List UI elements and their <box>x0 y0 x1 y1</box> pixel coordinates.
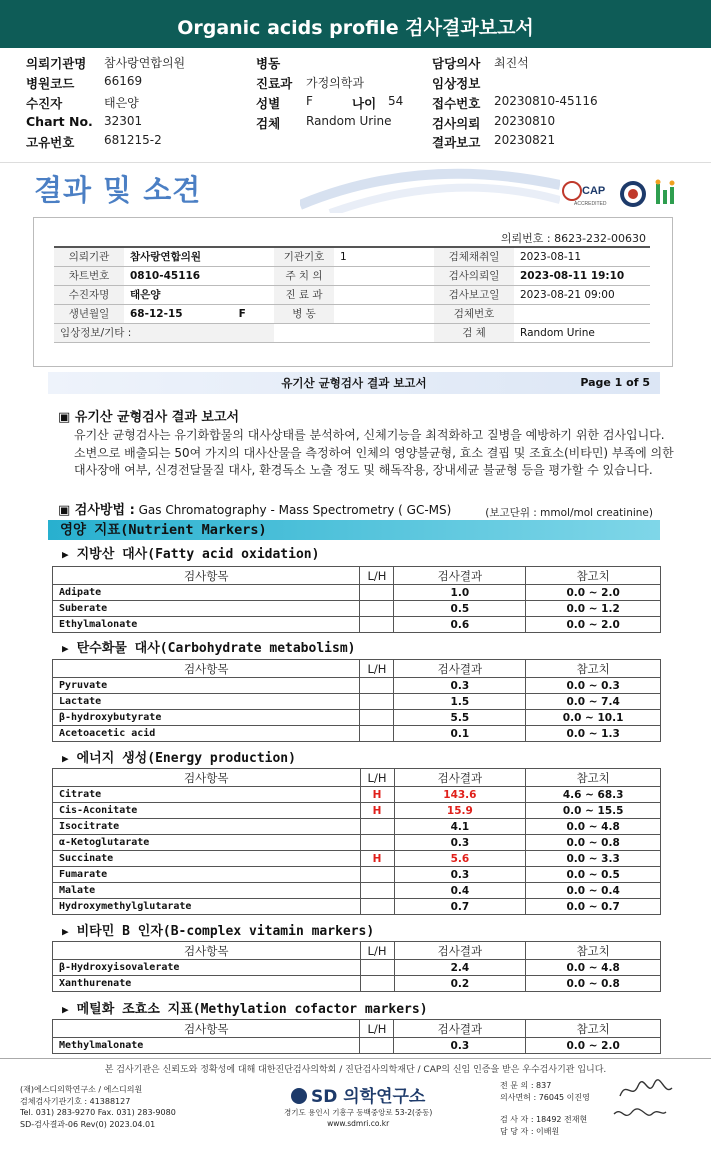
column-header: L/H <box>360 769 394 787</box>
page-indicator: Page 1 of 5 <box>580 376 650 389</box>
seal-logo <box>620 181 646 207</box>
result-value: 5.6 <box>394 851 526 867</box>
flag-lh <box>360 960 394 976</box>
table-row <box>53 617 661 633</box>
meta-label: 임상정보 <box>432 76 481 91</box>
footer-right-line: 담 당 자 : 이배원 <box>500 1127 560 1136</box>
reference-range: 0.0 ~ 10.1 <box>526 710 661 726</box>
patient-info-box <box>33 217 673 367</box>
footer-right-line: 검 사 자 : 18492 전재현 <box>500 1115 588 1124</box>
table-row <box>53 694 661 710</box>
analyte-name: Hydroxymethylglutarate <box>53 899 361 915</box>
category-title <box>62 998 428 1017</box>
svg-text:ACCREDITED: ACCREDITED <box>574 201 607 207</box>
result-value: 0.3 <box>394 867 526 883</box>
category-title <box>62 637 355 656</box>
info-label: 검체채취일 <box>434 247 514 266</box>
flag-lh <box>360 835 394 851</box>
info-value <box>334 285 434 304</box>
column-header: 검사결과 <box>394 1020 526 1038</box>
analyte-name: Lactate <box>53 694 360 710</box>
column-header: 검사결과 <box>394 769 526 787</box>
analyte-name: Malate <box>53 883 361 899</box>
reference-range: 4.6 ~ 68.3 <box>526 787 661 803</box>
flag-lh <box>360 678 394 694</box>
table-row <box>53 960 661 976</box>
meta-label: 병원코드 <box>26 76 75 91</box>
flag-lh <box>360 601 394 617</box>
column-header: 검사항목 <box>53 567 360 585</box>
section-heading: ▣ 유기산 균형검사 결과 보고서 <box>58 410 240 425</box>
reference-range: 0.0 ~ 0.7 <box>526 899 661 915</box>
brand-address: 경기도 용인시 기흥구 동백중앙로 53-2(중동) <box>284 1108 433 1117</box>
reference-range: 0.0 ~ 3.3 <box>526 851 661 867</box>
test-method <box>58 499 451 518</box>
flag-lh <box>360 976 394 992</box>
triangle-icon: ▶ <box>62 642 69 655</box>
clinical-info-value <box>274 323 434 342</box>
column-header: 참고치 <box>526 942 661 960</box>
result-table <box>52 566 661 633</box>
table-row <box>53 678 661 694</box>
category-title-text: 메틸화 조효소 지표(Methylation cofactor markers) <box>76 1002 428 1017</box>
meta-label: 진료과 <box>256 76 293 91</box>
flag-lh <box>360 883 394 899</box>
method-label: ▣ 검사방법 : <box>58 503 135 518</box>
signature-image-2 <box>612 1104 668 1128</box>
reference-range: 0.0 ~ 4.8 <box>526 819 661 835</box>
column-header: 검사항목 <box>53 660 360 678</box>
info-value <box>334 304 434 323</box>
info-value <box>334 266 434 285</box>
meta-value: 가정의학과 <box>306 76 364 90</box>
table-row <box>53 585 661 601</box>
column-header: 검사결과 <box>394 942 526 960</box>
result-value: 0.3 <box>394 678 526 694</box>
footer-left-line: (재)에스디의학연구소 / 에스디의원 <box>20 1085 143 1094</box>
reference-range: 0.0 ~ 0.5 <box>526 867 661 883</box>
flag-lh <box>360 899 394 915</box>
category-title <box>62 747 296 766</box>
decorative-swoosh <box>300 165 560 213</box>
meta-label: 성별 <box>256 96 281 111</box>
meta-value: 최진석 <box>494 56 529 70</box>
table-row <box>53 835 661 851</box>
info-label: 차트번호 <box>54 266 124 285</box>
analyte-name: Isocitrate <box>53 819 361 835</box>
table-row <box>53 899 661 915</box>
reference-range: 0.0 ~ 7.4 <box>526 694 661 710</box>
analyte-name: β-Hydroxyisovalerate <box>53 960 361 976</box>
sd-logo-icon <box>291 1088 307 1104</box>
analyte-name: Acetoacetic acid <box>53 726 360 742</box>
result-table <box>52 1019 661 1054</box>
footer-signatories <box>500 1080 590 1138</box>
info-label: 생년월일 <box>54 304 124 323</box>
patient-meta <box>0 54 711 150</box>
reference-range: 0.0 ~ 2.0 <box>526 1038 661 1054</box>
clinical-info-label: 임상정보/기타 : <box>54 323 274 342</box>
table-row <box>53 601 661 617</box>
analyte-name: Citrate <box>53 787 361 803</box>
reference-range: 0.0 ~ 0.8 <box>526 835 661 851</box>
triangle-icon: ▶ <box>62 752 69 765</box>
flag-lh <box>360 694 394 710</box>
result-value: 1.5 <box>394 694 526 710</box>
footer-left-line: Tel. 031) 283-9270 Fax. 031) 283-9080 <box>20 1108 176 1117</box>
info-row <box>54 304 650 323</box>
report-unit: (보고단위 : mmol/mol creatinine) <box>485 507 653 519</box>
reference-range: 0.0 ~ 2.0 <box>526 585 661 601</box>
info-label: 주 치 의 <box>274 266 334 285</box>
specimen-value: Random Urine <box>514 323 650 342</box>
category-title-text: 에너지 생성(Energy production) <box>76 751 296 766</box>
table-header-row <box>53 567 661 585</box>
brand-website: www.sdmri.co.kr <box>327 1119 390 1128</box>
result-title: 결과 및 소견 <box>34 173 202 207</box>
birthdate: 68-12-15 <box>130 307 183 320</box>
footer-brand <box>284 1082 432 1129</box>
meta-label: 의뢰기관명 <box>26 56 87 71</box>
table-header-row <box>53 1020 661 1038</box>
category-title-text: 탄수화물 대사(Carbohydrate metabolism) <box>76 641 356 656</box>
table-header-row <box>53 942 661 960</box>
specimen-label: 검 체 <box>434 323 514 342</box>
lab-logo <box>656 180 675 205</box>
info-label: 기관기호 <box>274 247 334 266</box>
column-header: 검사항목 <box>53 1020 360 1038</box>
analyte-name: Methylmalonate <box>53 1038 360 1054</box>
category-title <box>62 920 374 939</box>
meta-label: 결과보고 <box>432 135 481 150</box>
column-header: 참고치 <box>526 769 661 787</box>
info-value: 0810-45116 <box>124 266 274 285</box>
flag-lh <box>360 1038 394 1054</box>
reference-range: 0.0 ~ 1.2 <box>526 601 661 617</box>
column-header: L/H <box>360 1020 394 1038</box>
column-header: 검사결과 <box>394 567 526 585</box>
table-row <box>53 867 661 883</box>
flag-lh: H <box>360 787 394 803</box>
svg-text:CAP: CAP <box>582 185 606 197</box>
result-value: 143.6 <box>394 787 526 803</box>
info-label: 의뢰기관 <box>54 247 124 266</box>
result-value: 4.1 <box>394 819 526 835</box>
flag-lh <box>360 710 394 726</box>
signature-image <box>618 1078 674 1106</box>
result-value: 15.9 <box>394 803 526 819</box>
info-value: 참사랑연합의원 <box>124 247 274 266</box>
triangle-icon: ▶ <box>62 925 69 938</box>
result-table <box>52 941 661 992</box>
triangle-icon: ▶ <box>62 548 69 561</box>
nutrient-markers-header: 영양 지표(Nutrient Markers) <box>48 520 660 540</box>
meta-label: 검체 <box>256 116 281 131</box>
reference-range: 0.0 ~ 0.8 <box>526 976 661 992</box>
meta-label: Chart No. <box>26 114 93 129</box>
info-value <box>124 304 274 323</box>
meta-value: Random Urine <box>306 114 392 128</box>
table-row <box>53 1038 661 1054</box>
age-value: 54 <box>388 94 404 108</box>
footer <box>0 1076 711 1164</box>
result-value: 0.4 <box>394 883 526 899</box>
footer-right-line: 전 문 의 : 837 <box>500 1081 552 1090</box>
info-row <box>54 266 650 285</box>
reference-range: 0.0 ~ 2.0 <box>526 617 661 633</box>
meta-value: 참사랑연합의원 <box>104 56 186 70</box>
analyte-name: Pyruvate <box>53 678 360 694</box>
flag-lh <box>360 585 394 601</box>
flag-lh <box>360 617 394 633</box>
meta-label: 고유번호 <box>26 135 75 150</box>
column-header: L/H <box>360 567 394 585</box>
table-row <box>53 710 661 726</box>
reference-range: 0.0 ~ 15.5 <box>526 803 661 819</box>
table-row <box>53 803 661 819</box>
column-header: 검사결과 <box>394 660 526 678</box>
meta-label: 병동 <box>256 56 281 71</box>
report-title: Organic acids profile 검사결과보고서 <box>177 17 534 39</box>
column-header: 참고치 <box>526 660 661 678</box>
column-header: 참고치 <box>526 1020 661 1038</box>
meta-label: 수진자 <box>26 96 63 111</box>
report-band <box>48 372 660 394</box>
info-value: 1 <box>334 247 434 266</box>
info-row <box>54 323 650 342</box>
result-value: 0.1 <box>394 726 526 742</box>
table-row <box>53 726 661 742</box>
analyte-name: Suberate <box>53 601 360 617</box>
column-header: 참고치 <box>526 567 661 585</box>
meta-value: 20230821 <box>494 133 556 147</box>
reference-range: 0.0 ~ 4.8 <box>526 960 661 976</box>
result-table <box>52 659 661 742</box>
flag-lh <box>360 726 394 742</box>
info-row <box>54 247 650 266</box>
sex-value: F <box>238 307 246 320</box>
result-value: 1.0 <box>394 585 526 601</box>
meta-label: 담당의사 <box>432 56 481 71</box>
result-value: 0.3 <box>394 835 526 851</box>
footer-left-line: SD-검사결과-06 Rev(0) 2023.04.01 <box>20 1119 156 1129</box>
result-value: 0.6 <box>394 617 526 633</box>
result-value: 0.7 <box>394 899 526 915</box>
category-title-text: 비타민 B 인자(B-complex vitamin markers) <box>76 924 375 939</box>
table-row <box>53 787 661 803</box>
request-number: 의뢰번호 : 8623-232-00630 <box>500 232 646 245</box>
table-header-row <box>53 769 661 787</box>
table-row <box>53 883 661 899</box>
analyte-name: Succinate <box>53 851 361 867</box>
table-row <box>53 819 661 835</box>
meta-value: 20230810 <box>494 114 556 128</box>
analyte-name: β-hydroxybutyrate <box>53 710 360 726</box>
reference-range: 0.0 ~ 1.3 <box>526 726 661 742</box>
table-header-row <box>53 660 661 678</box>
info-label: 수진자명 <box>54 285 124 304</box>
accreditation-note: 본 검사기관은 신뢰도와 정확성에 대해 대한진단검사의학회 / 진단검사의학재단 / CAP의 신임 인증을 받은 우수검사기관 입니다. <box>0 1058 711 1075</box>
meta-value: 66169 <box>104 74 143 88</box>
table-row <box>53 851 661 867</box>
cap-logo <box>563 182 607 207</box>
info-value: 태은양 <box>124 285 274 304</box>
category-title-text: 지방산 대사(Fatty acid oxidation) <box>76 547 320 562</box>
result-value: 2.4 <box>394 960 526 976</box>
meta-value: 태은양 <box>104 96 139 110</box>
meta-value: 681215-2 <box>104 133 162 147</box>
column-header: 검사항목 <box>53 942 361 960</box>
meta-value: 20230810-45116 <box>494 94 598 108</box>
info-row <box>54 285 650 304</box>
meta-label: 접수번호 <box>432 96 481 111</box>
flag-lh <box>360 819 394 835</box>
brand-name: SD 의학연구소 <box>284 1082 432 1107</box>
meta-value: 32301 <box>104 114 143 128</box>
report-band-title: 유기산 균형검사 결과 보고서 <box>281 376 427 390</box>
info-label: 병 동 <box>274 304 334 323</box>
age-label: 나이 <box>352 96 377 111</box>
info-value: 2023-08-21 09:00 <box>514 285 650 304</box>
flag-lh: H <box>360 803 394 819</box>
report-title-bar <box>0 0 711 48</box>
info-label: 검체번호 <box>434 304 514 323</box>
flag-lh <box>360 867 394 883</box>
footer-org-info <box>20 1084 176 1130</box>
patient-info-table <box>54 246 650 343</box>
analyte-name: Ethylmalonate <box>53 617 360 633</box>
certification-logos <box>560 178 680 214</box>
table-row <box>53 976 661 992</box>
column-header: 검사항목 <box>53 769 361 787</box>
info-value: 2023-08-11 19:10 <box>514 266 650 285</box>
section-description: 유기산 균형검사는 유기화합물의 대사상태를 분석하여, 신체기능을 최적화하고 질병을 예방하기 위한 검사입니다. 소변으로 배출되는 50여 가지의 대사산물을 측정하여 인체의 영양불균형, 효소 결핍 및 조효소(비타민) 부족에 의한 대사장애 여부, 신경전달물질 대사, 환경독소 노출 정도 및 해독작용, 장내세균 불균형 등을 평가할 수 있습니다. <box>74 428 674 477</box>
info-value <box>514 304 650 323</box>
reference-range: 0.0 ~ 0.3 <box>526 678 661 694</box>
column-header: L/H <box>360 660 394 678</box>
triangle-icon: ▶ <box>62 1003 69 1016</box>
reference-range: 0.0 ~ 0.4 <box>526 883 661 899</box>
method-value: Gas Chromatography - Mass Spectrometry ( GC-MS) <box>138 503 452 517</box>
category-title <box>62 543 319 562</box>
result-value: 5.5 <box>394 710 526 726</box>
analyte-name: Cis-Aconitate <box>53 803 361 819</box>
analyte-name: Adipate <box>53 585 360 601</box>
info-value: 2023-08-11 <box>514 247 650 266</box>
info-label: 검사보고일 <box>434 285 514 304</box>
analyte-name: α-Ketoglutarate <box>53 835 361 851</box>
analyte-name: Fumarate <box>53 867 361 883</box>
meta-label: 검사의뢰 <box>432 116 481 131</box>
result-value: 0.2 <box>394 976 526 992</box>
flag-lh: H <box>360 851 394 867</box>
info-label: 검사의뢰일 <box>434 266 514 285</box>
analyte-name: Xanthurenate <box>53 976 361 992</box>
footer-left-line: 검체검사기관기호 : 41388127 <box>20 1096 131 1106</box>
meta-value: F <box>306 94 313 108</box>
result-table <box>52 768 661 915</box>
column-header: L/H <box>360 942 394 960</box>
result-value: 0.5 <box>394 601 526 617</box>
info-label: 진 료 과 <box>274 285 334 304</box>
result-value: 0.3 <box>394 1038 526 1054</box>
footer-right-line: 의사면허 : 76045 이진영 <box>500 1093 590 1102</box>
